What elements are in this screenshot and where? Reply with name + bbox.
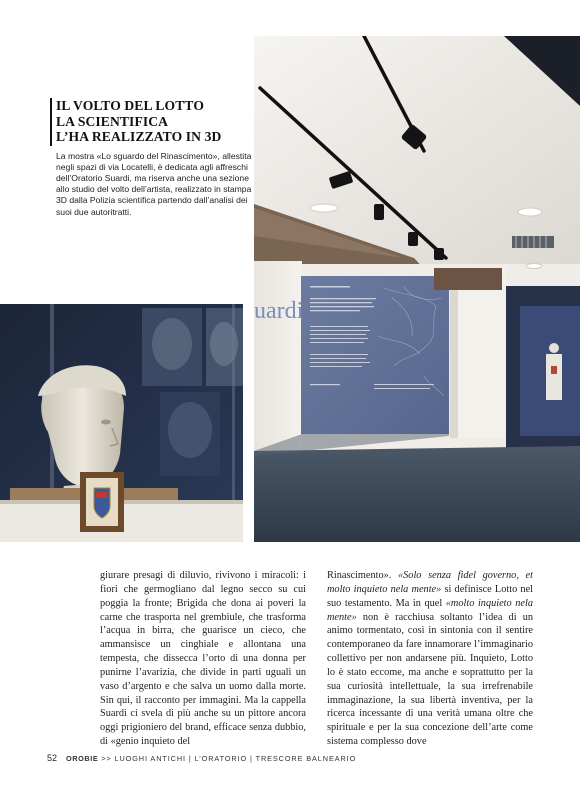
headline-rule [50, 98, 52, 146]
quote-italic: «Solo senza fidel governo, et molto inquieto nela mente» [327, 570, 533, 595]
bust-display-illustration [0, 304, 243, 542]
body-column-2 [327, 569, 533, 749]
text-run: Rinascimento». [327, 570, 398, 581]
body-column-1 [100, 569, 306, 749]
text-run: non è racchiusa soltanto l’idea di un animo tormentato, così in sintonia con il sentire contemporaneo da fare innamorare l’immaginario collettivo per non andarsene più. Inquieto, Lotto lo è stato eccome, ma anche e soprattutto per la sua curiosità intellettuale, la sua irrefrenabile immaginazione, la sua libertà inventiva, per la ricerca incessante di una verità umana oltre che spirituale e per la sua concezione dell’arte come sistema complesso dove [327, 611, 533, 748]
article-headline [56, 98, 246, 145]
page-footer [47, 753, 356, 763]
headline-line-3: L’HA REALIZZATO IN 3D [56, 129, 222, 144]
headline-line-2: LA SCIENTIFICA [56, 113, 169, 129]
bust-display-photo [0, 304, 243, 542]
article-subhead: La mostra «Lo sguardo del Rinascimento», allestita negli spazi di via Locatelli, è dedicata agli affreschi dell’Oratorio Suardi, ma riserva anche una sezione allo studio del volto dell’artista, realizzato in stampa 3D dalla Polizia scientifica partendo dall’analisi dei suoi due autoritratti. [56, 150, 252, 217]
wall-lettering: uardi [254, 298, 304, 324]
magazine-brand: OROBIE [65, 754, 99, 763]
article-headline-block [56, 98, 252, 218]
quote-italic: «molto inquieto nela mente» [327, 597, 533, 623]
page-number: 52 [47, 753, 58, 763]
exhibition-room-photo [254, 36, 580, 542]
exhibition-room-illustration [254, 36, 580, 542]
section-breadcrumb: >> LUOGHI ANTICHI | L’ORATORIO | TRESCORE BALNEARIO [101, 754, 357, 763]
body-paragraph-2 [327, 569, 533, 749]
body-paragraph-1: giurare presagi di diluvio, rivivono i miracoli: i fiori che germogliano dal legno secco su cui poggia la fronte; Brigida che dona ai poveri la carne che trasporta nel grembiule, che trasforma l’acqua in birra, che guarisce un cieco, che ammansisce un cinghiale e allontana una tempesta, che dissecca l’orto di una donna per punirne l’avarizia, che divide in parti uguali un vaso d’argento e che salva un uomo dalla morte. Sin qui, il racconto per immagini. Ma la cappella Suardi ci svela di più anche su un pittore ancora oggi prigioniero del brand, efficace senza dubbio, di «genio inquieto del [100, 570, 306, 748]
text-run: si definisce Lotto nel suo testamento. Ma in quel [327, 583, 534, 609]
headline-line-1: IL VOLTO DEL LOTTO [56, 98, 204, 113]
